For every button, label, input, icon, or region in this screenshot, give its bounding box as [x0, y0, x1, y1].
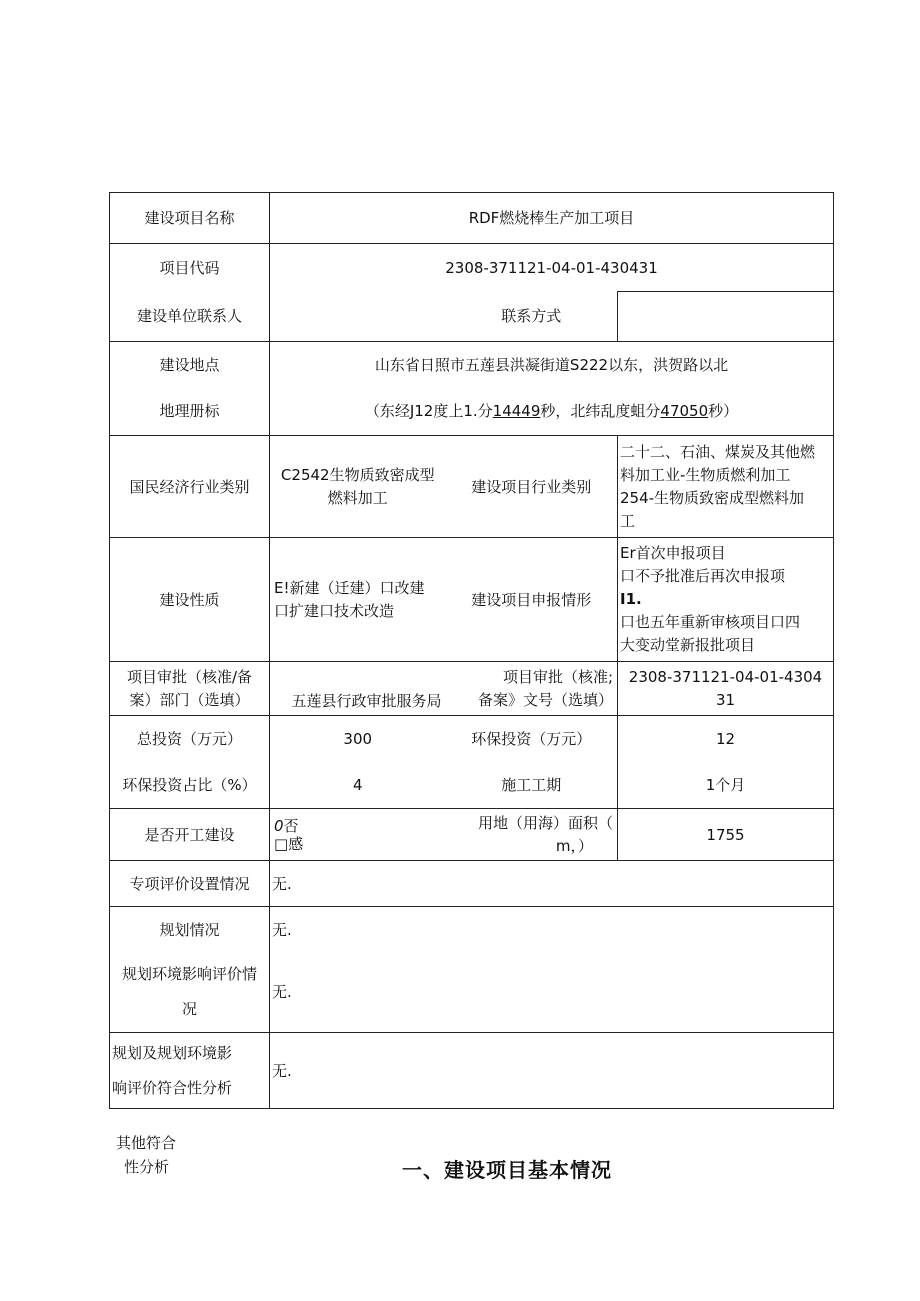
env-ratio-value: 4 [270, 763, 446, 809]
total-investment-value: 300 [270, 716, 446, 763]
project-info-table [109, 192, 834, 1109]
approval-dept-label-line2: 案）部门（选填） [129, 690, 250, 709]
row-project-code [110, 244, 834, 292]
location-label: 建设地点 [110, 342, 270, 388]
report-line4: 口也五年重新审核项目口四 [620, 613, 801, 631]
approval-dept-value: 五莲县行政审批服务局 [270, 662, 446, 716]
special-evaluation-label: 专项评价设置情况 [110, 861, 270, 907]
special-evaluation-value: 无. [270, 861, 834, 907]
project-code-value: 2308-371121-04-01-430431 [270, 244, 834, 292]
other-conformity-label [116, 1131, 176, 1179]
report-line3: I1. [620, 590, 642, 608]
industry-type-line4: 工 [620, 511, 636, 530]
approval-doc-label [446, 662, 618, 716]
coord-lon-seconds: 14449 [492, 402, 541, 421]
construction-period-value: 1个月 [618, 763, 834, 809]
conformity-value: 无. [270, 1033, 834, 1109]
project-name-value: RDF燃烧棒生产加工项目 [270, 193, 834, 244]
coord-mid: 秒，北纬乱度蛆分 [540, 402, 661, 421]
nature-value-line1: E!新建（迁建）口改建 [274, 578, 425, 597]
row-planning-env [110, 953, 834, 1033]
approval-dept-label [110, 662, 270, 716]
planning-env-value: 无. [270, 953, 834, 1033]
row-coordinates [110, 388, 834, 436]
coord-lat-seconds: 47050 [660, 402, 709, 421]
started-option-yes: 感 [288, 834, 304, 853]
row-nature [110, 538, 834, 662]
industry-type-line2: 料加工业-生物质燃利加工 [620, 465, 791, 484]
row-project-name [110, 193, 834, 244]
land-area-label-line2: m，） [555, 836, 593, 855]
industry-type-line3: 254-生物质致密成型燃料加 [620, 488, 805, 507]
construction-period-label: 施工工期 [446, 763, 618, 809]
report-status-value [618, 538, 834, 662]
env-investment-label: 环保投资（万元） [446, 716, 618, 763]
row-industry [110, 436, 834, 538]
conformity-label-line2: 响评价符合性分析 [112, 1078, 233, 1097]
started-option-no: 否 [283, 816, 299, 835]
row-contact [110, 292, 834, 342]
approval-doc-number-line1: 2308-371121-04-01-4304 [628, 667, 823, 686]
planning-env-label-line2: 况 [181, 1000, 197, 1019]
nature-value-line2: 口扩建口技术改造 [274, 601, 395, 620]
report-line1: Er首次申报项目 [620, 544, 726, 562]
approval-doc-label-line1: 项目审批（核准; [502, 667, 613, 686]
approval-dept-label-line1: 项目审批（核准/备 [126, 667, 253, 686]
approval-doc-number [618, 662, 834, 716]
approval-doc-number-line2: 31 [715, 690, 736, 709]
total-investment-label: 总投资（万元） [110, 716, 270, 763]
row-approval [110, 662, 834, 716]
env-ratio-label: 环保投资占比（%） [110, 763, 270, 809]
report-line2: 口不予批准后再次申报项 [620, 567, 786, 585]
industry-type-line1: 二十二、石油、煤炭及其他燃 [620, 442, 816, 461]
planning-label: 规划情况 [110, 907, 270, 953]
industry-type-value [618, 436, 834, 538]
approval-doc-label-line2: 备案》文号（选填） [477, 690, 613, 709]
other-conformity-line2: 性分析 [124, 1158, 170, 1176]
location-value: 山东省日照市五莲县洪凝街道S222以东，洪贺路以北 [270, 342, 834, 388]
checkbox-yes-icon: □ [274, 834, 289, 853]
project-code-label: 项目代码 [110, 244, 270, 292]
section-title: 一、建设项目基本情况 [402, 1158, 612, 1182]
industry-value-line1: C2542生物质致密成型 [280, 465, 435, 484]
planning-env-label-line1: 规划环境影响评价情 [121, 965, 257, 984]
row-investment [110, 716, 834, 763]
checkbox-no-icon: 0 [274, 816, 284, 835]
row-ratio [110, 763, 834, 809]
row-location [110, 342, 834, 388]
coordinates-value [270, 388, 834, 436]
land-area-label [446, 809, 618, 861]
conformity-label-line1: 规划及规划环境影 [112, 1043, 233, 1062]
contact-method-label: 联系方式 [446, 292, 618, 342]
report-line5: 大变动堂新报批项目 [620, 636, 756, 654]
other-conformity-line1: 其他符合 [116, 1134, 177, 1152]
contact-method-value [618, 292, 834, 342]
industry-label: 国民经济行业类别 [110, 436, 270, 538]
planning-value: 无. [270, 907, 834, 953]
coord-prefix: （东经J12度上1.分 [364, 402, 493, 421]
project-name-label: 建设项目名称 [110, 193, 270, 244]
row-planning [110, 907, 834, 953]
contact-value [270, 292, 446, 342]
env-investment-value: 12 [618, 716, 834, 763]
coordinates-label: 地理册标 [110, 388, 270, 436]
row-special-evaluation [110, 861, 834, 907]
industry-type-label: 建设项目行业类别 [446, 436, 618, 538]
land-area-label-line1: 用地（用海）面积（ [477, 813, 613, 832]
nature-value [270, 538, 446, 662]
industry-value [270, 436, 446, 538]
planning-env-label [110, 953, 270, 1033]
row-conformity [110, 1033, 834, 1109]
row-started [110, 809, 834, 861]
contact-label: 建设单位联系人 [110, 292, 270, 342]
started-label: 是否开工建设 [110, 809, 270, 861]
industry-value-line2: 燃料加工 [327, 488, 388, 507]
started-options [270, 809, 446, 861]
conformity-label [110, 1033, 270, 1109]
land-area-value: 1755 [618, 809, 834, 861]
nature-label: 建设性质 [110, 538, 270, 662]
coord-suffix: 秒） [708, 402, 739, 421]
report-status-label: 建设项目申报情形 [446, 538, 618, 662]
